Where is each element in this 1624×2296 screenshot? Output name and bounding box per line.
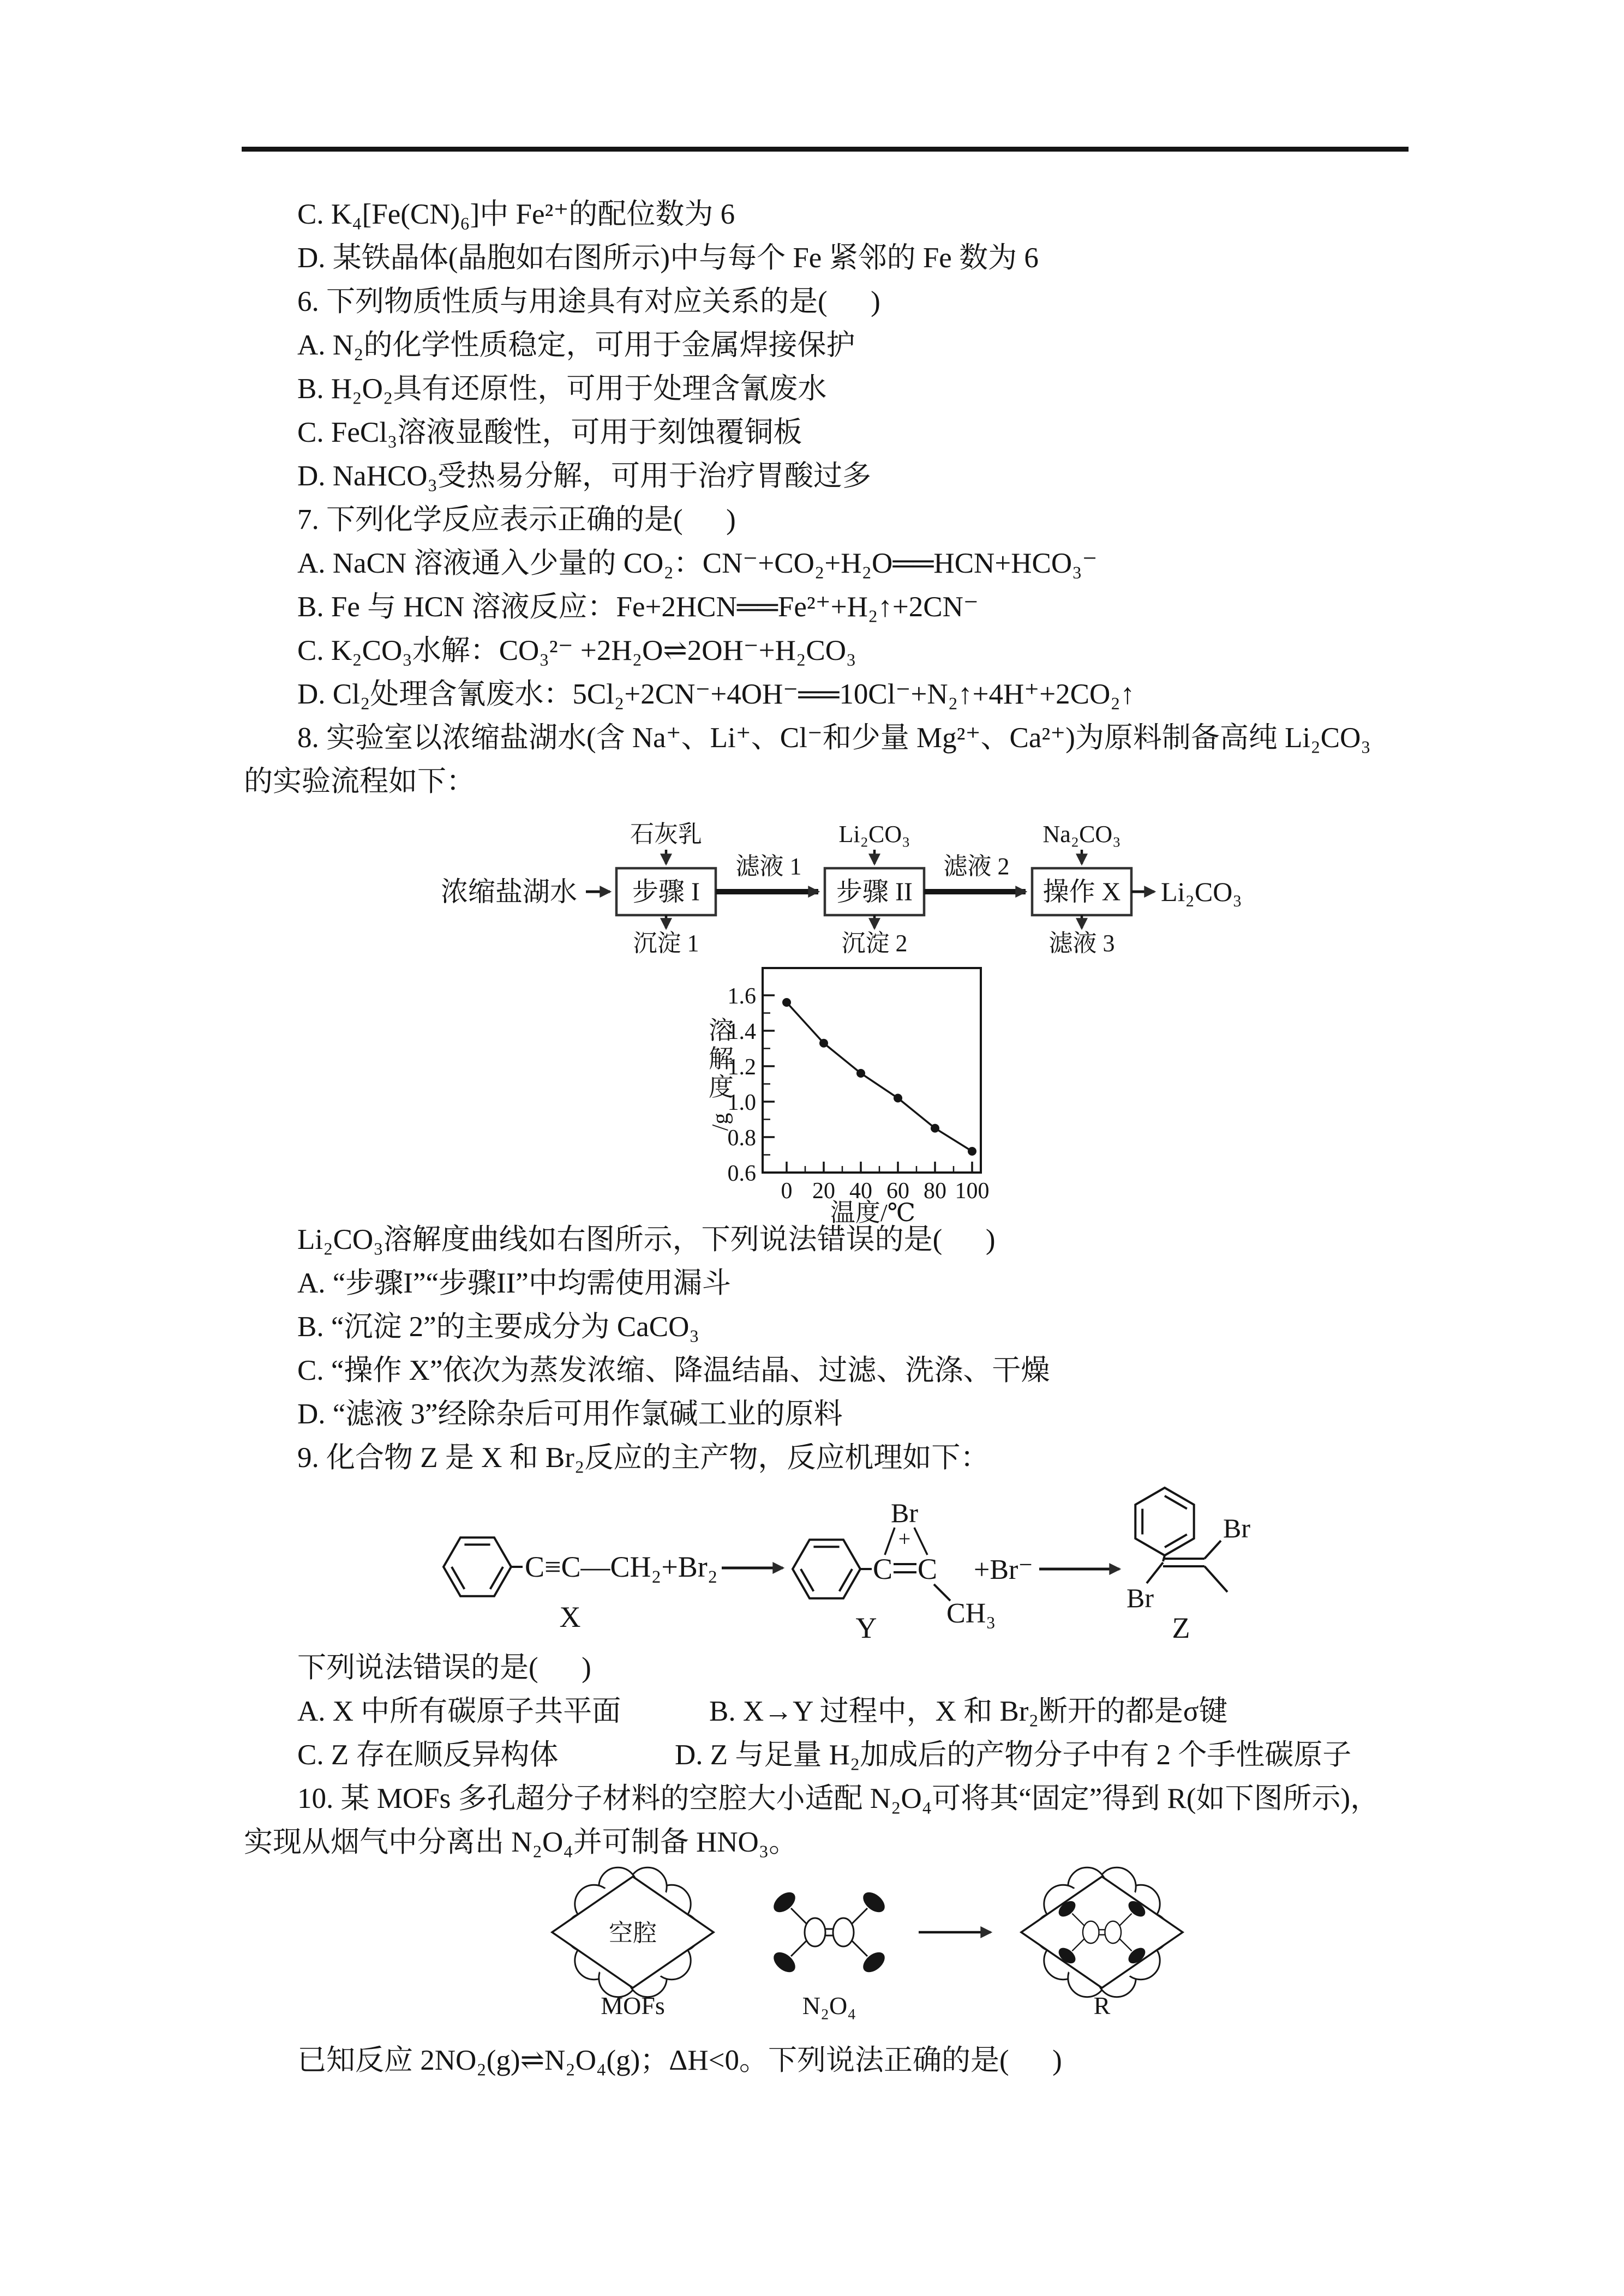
- q5-option-c: C. K₄[Fe(CN)₆]中 Fe²⁺的配位数为 6: [297, 199, 735, 230]
- y-c-left: C: [872, 1553, 893, 1585]
- flow-input1-label: 石灰乳: [630, 821, 702, 848]
- z-br-bond-down: [1147, 1562, 1163, 1583]
- x-tick-label: 20: [812, 1179, 835, 1204]
- y-bridge-bond-right: [914, 1528, 927, 1555]
- q6-option-c: C. FeCl₃溶液显酸性，可用于刻蚀覆铜板: [297, 417, 802, 448]
- y-tick-label: 1.4: [727, 1019, 756, 1044]
- data-point: [819, 1039, 828, 1048]
- label-y: Y: [855, 1612, 877, 1644]
- q8-option-a: A. “步骤I”“步骤II”中均需使用漏斗: [297, 1267, 731, 1299]
- data-point: [968, 1147, 976, 1156]
- x-chain-formula: C≡C—CH₂+Br₂: [525, 1550, 718, 1583]
- flow-product-label: Li₂CO₃: [1161, 876, 1242, 907]
- x-tick-label: 100: [955, 1179, 990, 1204]
- q6-stem: 6. 下列物质性质与用途具有对应关系的是( ): [297, 286, 880, 317]
- z-methyl-bond: [1204, 1566, 1227, 1592]
- y-bridge-bond-left: [885, 1528, 895, 1555]
- flow-down1-label: 沉淀 1: [633, 930, 699, 957]
- header-rule: [242, 147, 1409, 152]
- y-ch3: CH₃: [946, 1598, 996, 1629]
- y-tick-label: 1.0: [727, 1090, 756, 1115]
- flow-down3-label: 滤液 3: [1048, 930, 1115, 957]
- q10-known: 已知反应 2NO₂(g)⇌N₂O₄(g)；ΔH<0。下列说法正确的是( ): [297, 2045, 1062, 2076]
- free-n2o4: [770, 1888, 888, 1976]
- reaction-mechanism-diagram: [426, 1492, 1320, 1661]
- x-tick-label: 60: [886, 1179, 909, 1204]
- q8-stem-line1: 8. 实验室以浓缩盐湖水(含 Na⁺、Li⁺、Cl⁻和少量 Mg²⁺、Ca²⁺)为原料制备高纯 Li₂CO₃: [297, 722, 1371, 754]
- q8-option-c: C. “操作 X”依次为蒸发浓缩、降温结晶、过滤、洗涤、干燥: [297, 1355, 1050, 1386]
- flow-mid2-label: 滤液 2: [943, 853, 1010, 880]
- mofs-label: MOFs: [601, 1992, 665, 2019]
- flow-box-step2-label: 步骤 II: [836, 877, 913, 906]
- q7-option-c: C. K₂CO₃水解：CO₃²⁻ +2H₂O⇌2OH⁻+H₂CO₃: [297, 635, 856, 666]
- x-tick-label: 40: [849, 1179, 872, 1204]
- q10-stem-line1: 10. 某 MOFs 多孔超分子材料的空腔大小适配 N₂O₄可将其“固定”得到 R(如下图所示)，: [297, 1783, 1380, 1814]
- y-axis-unit: /g: [708, 1113, 733, 1131]
- q8-option-d: D. “滤液 3”经除杂后可用作氯碱工业的原料: [297, 1398, 843, 1430]
- q7-stem: 7. 下列化学反应表示正确的是( ): [297, 504, 736, 536]
- data-point: [782, 998, 791, 1007]
- q6-option-a: A. N₂的化学性质稳定，可用于金属焊接保护: [297, 329, 855, 361]
- solubility-line-chart: [698, 963, 1015, 1227]
- q9-option-b: B. X→Y 过程中，X 和 Br₂断开的都是σ键: [709, 1696, 1228, 1727]
- y-axis-label-char: 解: [709, 1045, 734, 1073]
- q9-option-d: D. Z 与足量 H₂加成后的产物分子中有 2 个手性碳原子: [675, 1739, 1352, 1771]
- z-br-bond-up: [1204, 1541, 1221, 1559]
- q7-option-d: D. Cl₂处理含氰废水：5Cl₂+2CN⁻+4OH⁻══10Cl⁻+N₂↑+4H⁺+2CO₂↑: [297, 678, 1135, 710]
- solubility-curve: [787, 1002, 972, 1151]
- q5-option-d: D. 某铁晶体(晶胞如右图所示)中与每个 Fe 紧邻的 Fe 数为 6: [297, 242, 1039, 274]
- y-tick-label: 1.2: [727, 1055, 756, 1080]
- q10-stem-line2: 实现从烟气中分离出 N₂O₄并可制备 HNO₃。: [244, 1826, 798, 1858]
- flow-input2-label: Li₂CO₃: [838, 821, 910, 848]
- q9-option-a: A. X 中所有碳原子共平面: [297, 1696, 621, 1727]
- data-point: [894, 1094, 902, 1103]
- benzene-ring-x: [444, 1537, 511, 1596]
- r-label: R: [1093, 1992, 1111, 2019]
- flow-down2-label: 沉淀 2: [841, 930, 908, 957]
- label-z: Z: [1172, 1612, 1190, 1644]
- q7-option-b: B. Fe 与 HCN 溶液反应：Fe+2HCN══Fe²⁺+H₂↑+2CN⁻: [297, 591, 979, 623]
- benzene-ring-y: [793, 1540, 860, 1598]
- q9-ask: 下列说法错误的是( ): [297, 1652, 591, 1684]
- y-bromonium-br: Br: [891, 1498, 918, 1528]
- q9-option-c: C. Z 存在顺反异构体: [297, 1739, 559, 1771]
- q8-note: Li₂CO₃溶解度曲线如右图所示，下列说法错误的是( ): [297, 1224, 996, 1255]
- benzene-ring-z: [1120, 1479, 1208, 1564]
- q9-stem: 9. 化合物 Z 是 X 和 Br₂反应的主产物，反应机理如下：: [297, 1442, 990, 1474]
- chart-frame: [763, 968, 981, 1173]
- y-plus-br-anion: +Br⁻: [974, 1554, 1033, 1585]
- data-point: [931, 1124, 939, 1133]
- mofs-capture-diagram: [524, 1868, 1249, 2031]
- y-axis-label-char: 度: [709, 1073, 734, 1101]
- y-tick-label: 1.6: [727, 984, 756, 1009]
- z-br-bottom: Br: [1126, 1583, 1154, 1613]
- data-point: [856, 1069, 865, 1078]
- y-tick-label: 0.6: [727, 1161, 756, 1186]
- q8-option-b: B. “沉淀 2”的主要成分为 CaCO₃: [297, 1311, 699, 1343]
- y-axis-label-char: 溶: [709, 1017, 734, 1044]
- n2o4-label: N₂O₄: [802, 1992, 856, 2019]
- flow-input3-label: Na₂CO₃: [1042, 821, 1121, 848]
- y-plus-charge: +: [898, 1526, 911, 1551]
- y-tick-label: 0.8: [727, 1126, 756, 1151]
- x-axis-label: 温度/℃: [830, 1199, 916, 1227]
- q7-option-a: A. NaCN 溶液通入少量的 CO₂：CN⁻+CO₂+H₂O══HCN+HCO₃⁻: [297, 548, 1098, 579]
- z-br-top: Br: [1223, 1513, 1250, 1543]
- q8-stem-line2: 的实验流程如下：: [244, 766, 475, 797]
- flow-box-operation-x-label: 操作 X: [1042, 877, 1121, 906]
- q6-option-b: B. H₂O₂具有还原性，可用于处理含氰废水: [297, 373, 827, 405]
- process-flow-diagram: [436, 818, 1287, 965]
- y-c-right: C: [917, 1553, 938, 1585]
- flow-source-label: 浓缩盐湖水: [441, 876, 577, 907]
- r-cloud: [1021, 1867, 1183, 1997]
- x-tick-label: 80: [924, 1179, 946, 1204]
- x-tick-label: 0: [781, 1179, 793, 1204]
- flow-box-step1-label: 步骤 I: [632, 877, 700, 906]
- q6-option-d: D. NaHCO₃受热易分解，可用于治疗胃酸过多: [297, 460, 871, 492]
- label-x: X: [559, 1601, 581, 1633]
- flow-mid1-label: 滤液 1: [735, 853, 802, 880]
- mofs-cavity-label: 空腔: [609, 1920, 657, 1946]
